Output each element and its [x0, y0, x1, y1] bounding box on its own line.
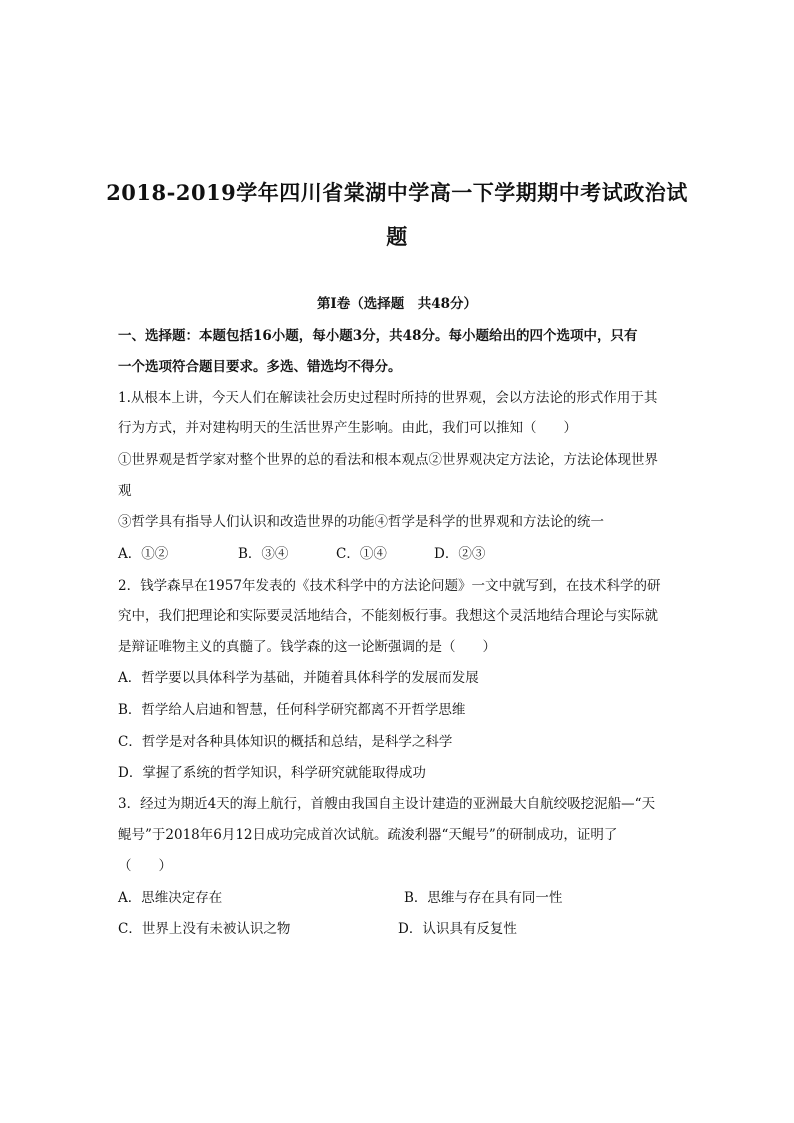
- q2-option-c: C．哲学是对各种具体知识的概括和总结，是科学之科学: [118, 734, 453, 750]
- q1-stem-line-2: 行为方式，并对建构明天的生活世界产生影响。由此，我们可以推知（ ）: [118, 420, 577, 436]
- q1-choice-line-1: ①世界观是哲学家对整个世界的总的看法和根本观点②世界观决定方法论，方法论体现世界: [118, 452, 658, 468]
- q1-option-a: A．①②: [118, 546, 169, 562]
- q1-choice-line-2: 观: [118, 483, 132, 499]
- q1-option-c: C．①④: [336, 546, 387, 562]
- q3-option-b: B．思维与存在具有同一性: [404, 890, 563, 906]
- q2-option-a: A．哲学要以具体科学为基础，并随着具体科学的发展而发展: [118, 670, 479, 686]
- exam-title-line-2: 题: [386, 224, 408, 249]
- exam-title-line-1: 2018-2019学年四川省棠湖中学高一下学期期中考试政治试: [106, 180, 688, 205]
- q2-stem-line-3: 是辩证唯物主义的真髓了。钱学森的这一论断强调的是（ ）: [118, 639, 496, 655]
- q3-stem-line-2: 鲲号”于2018年6月12日成功完成首次试航。疏浚利器“天鲲号”的研制成功，证明了: [118, 827, 618, 843]
- q1-option-d: D．②③: [434, 546, 486, 562]
- section-header: 第Ⅰ卷（选择题 共48分）: [316, 296, 478, 312]
- q3-option-a: A．思维决定存在: [118, 890, 223, 906]
- instructions-line-1: 一、选择题：本题包括16小题，每小题3分，共48分。每小题给出的四个选项中，只有: [118, 328, 638, 344]
- q2-stem-line-1: 2．钱学森早在1957年发表的《技术科学中的方法论问题》一文中就写到，在技术科学的研: [118, 578, 661, 594]
- q1-stem-line-1: 1.从根本上讲，今天人们在解读社会历史过程时所持的世界观，会以方法论的形式作用于其: [118, 390, 658, 406]
- q2-stem-line-2: 究中，我们把理论和实际要灵活地结合，不能刻板行事。我想这个灵活地结合理论与实际就: [118, 608, 658, 624]
- q1-option-b: B．③④: [238, 546, 289, 562]
- instructions-line-2: 一个选项符合题目要求。多选、错选均不得分。: [118, 359, 402, 375]
- q3-stem-line-1: 3．经过为期近4天的海上航行，首艘由我国自主设计建造的亚洲最大自航绞吸挖泥船—“天: [118, 796, 656, 812]
- q1-choice-line-3: ③哲学具有指导人们认识和改造世界的功能④哲学是科学的世界观和方法论的统一: [118, 514, 604, 530]
- q3-option-c: C．世界上没有未被认识之物: [118, 921, 291, 937]
- q3-option-d: D．认识具有反复性: [398, 921, 517, 937]
- q2-option-b: B．哲学给人启迪和智慧，任何科学研究都离不开哲学思维: [118, 702, 466, 718]
- q3-stem-line-3: （ ）: [118, 858, 172, 874]
- q2-option-d: D．掌握了系统的哲学知识，科学研究就能取得成功: [118, 765, 426, 781]
